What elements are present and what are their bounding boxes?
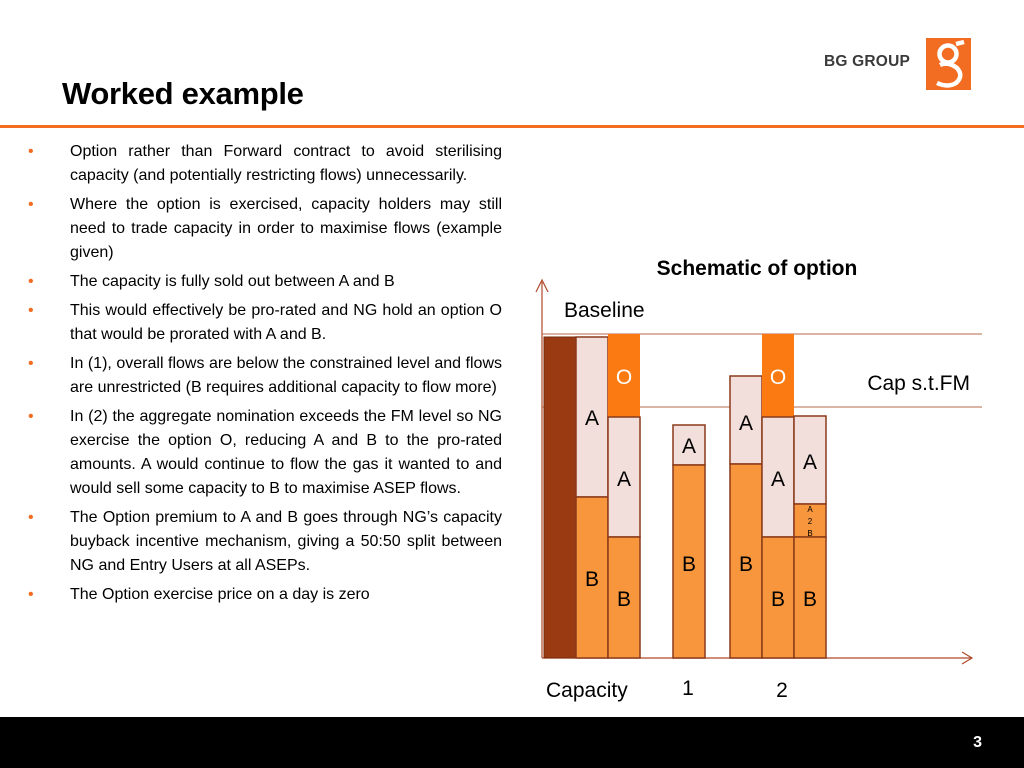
footer-bar bbox=[0, 717, 1024, 768]
segment-label-b: B bbox=[681, 553, 697, 576]
diagram-title: Schematic of option bbox=[656, 257, 858, 280]
segment-label-b: B bbox=[584, 568, 600, 591]
bullet-item bbox=[28, 506, 502, 578]
bullet-text: The Option exercise price on a day is zero bbox=[70, 586, 370, 603]
slide-title: Worked example bbox=[62, 76, 304, 111]
case-1-label: 1 bbox=[682, 677, 694, 700]
segment-label-a: A bbox=[584, 407, 600, 430]
page-number: 3 bbox=[973, 734, 982, 751]
segment-label-a: A bbox=[616, 468, 632, 491]
segment-label-a: A bbox=[770, 468, 786, 491]
segment-label-a2b-a: A bbox=[807, 505, 813, 514]
bullet-dot-icon: • bbox=[28, 509, 34, 526]
bullet-text: Option rather than Forward contract to avoid sterilising capacity (and potentially restricting flows) unnecessarily. bbox=[70, 143, 502, 184]
bullet-text: The Option premium to A and B goes through NG’s capacity buyback incentive mechanism, giving a 50:50 split between NG and Entry Users at all ASEPs. bbox=[70, 509, 502, 574]
cap-label: Cap s.t.FM bbox=[867, 372, 970, 395]
segment-label-a2b-2: 2 bbox=[807, 517, 813, 526]
bullet-item bbox=[28, 583, 502, 607]
segment-label-b: B bbox=[770, 588, 786, 611]
bullet-dot-icon: • bbox=[28, 196, 34, 213]
bullet-dot-icon: • bbox=[28, 302, 34, 319]
bullet-text: The capacity is fully sold out between A and B bbox=[70, 273, 395, 290]
option-schematic bbox=[520, 240, 1000, 710]
bullet-item bbox=[28, 270, 502, 294]
bullet-text: This would effectively be pro-rated and NG hold an option O that would be prorated with A and B. bbox=[70, 302, 502, 343]
bullet-item bbox=[28, 352, 502, 400]
bullet-item bbox=[28, 405, 502, 501]
segment-label-o: O bbox=[615, 366, 633, 389]
segment-label-b: B bbox=[802, 588, 818, 611]
baseline-label: Baseline bbox=[564, 299, 645, 322]
segment-label-b: B bbox=[738, 553, 754, 576]
segment-label-a: A bbox=[738, 412, 754, 435]
segment-label-a: A bbox=[802, 451, 818, 474]
bullet-dot-icon: • bbox=[28, 143, 34, 160]
capacity-bar bbox=[544, 337, 576, 658]
bullet-text: In (2) the aggregate nomination exceeds the FM level so NG exercise the option O, reducing A and B to the pro-rated amounts. A would continue to flow the gas it wanted to and would sell some capacity to B to maximise ASEP flows. bbox=[70, 408, 502, 497]
segment-label-a: A bbox=[681, 435, 697, 458]
bullet-dot-icon: • bbox=[28, 355, 34, 372]
bullet-text: Where the option is exercised, capacity holders may still need to trade capacity in order to maximise flows (example given) bbox=[70, 196, 502, 261]
case-2-label: 2 bbox=[776, 679, 788, 702]
bullet-text: In (1), overall flows are below the constrained level and flows are unrestricted (B requires additional capacity to flow more) bbox=[70, 355, 502, 396]
bullet-item bbox=[28, 140, 502, 188]
bullet-dot-icon: • bbox=[28, 586, 34, 603]
segment-label-b: B bbox=[616, 588, 632, 611]
segment-label-a2b-b: B bbox=[807, 529, 813, 538]
bullet-item bbox=[28, 299, 502, 347]
bullet-item bbox=[28, 193, 502, 265]
bullet-dot-icon: • bbox=[28, 408, 34, 425]
header-divider bbox=[0, 125, 1024, 128]
bg-logo-icon bbox=[926, 38, 971, 90]
bullet-list bbox=[28, 140, 502, 612]
bullet-dot-icon: • bbox=[28, 273, 34, 290]
segment-label-o: O bbox=[769, 366, 787, 389]
capacity-label: Capacity bbox=[546, 679, 628, 702]
brand-name: BG GROUP bbox=[824, 53, 910, 70]
